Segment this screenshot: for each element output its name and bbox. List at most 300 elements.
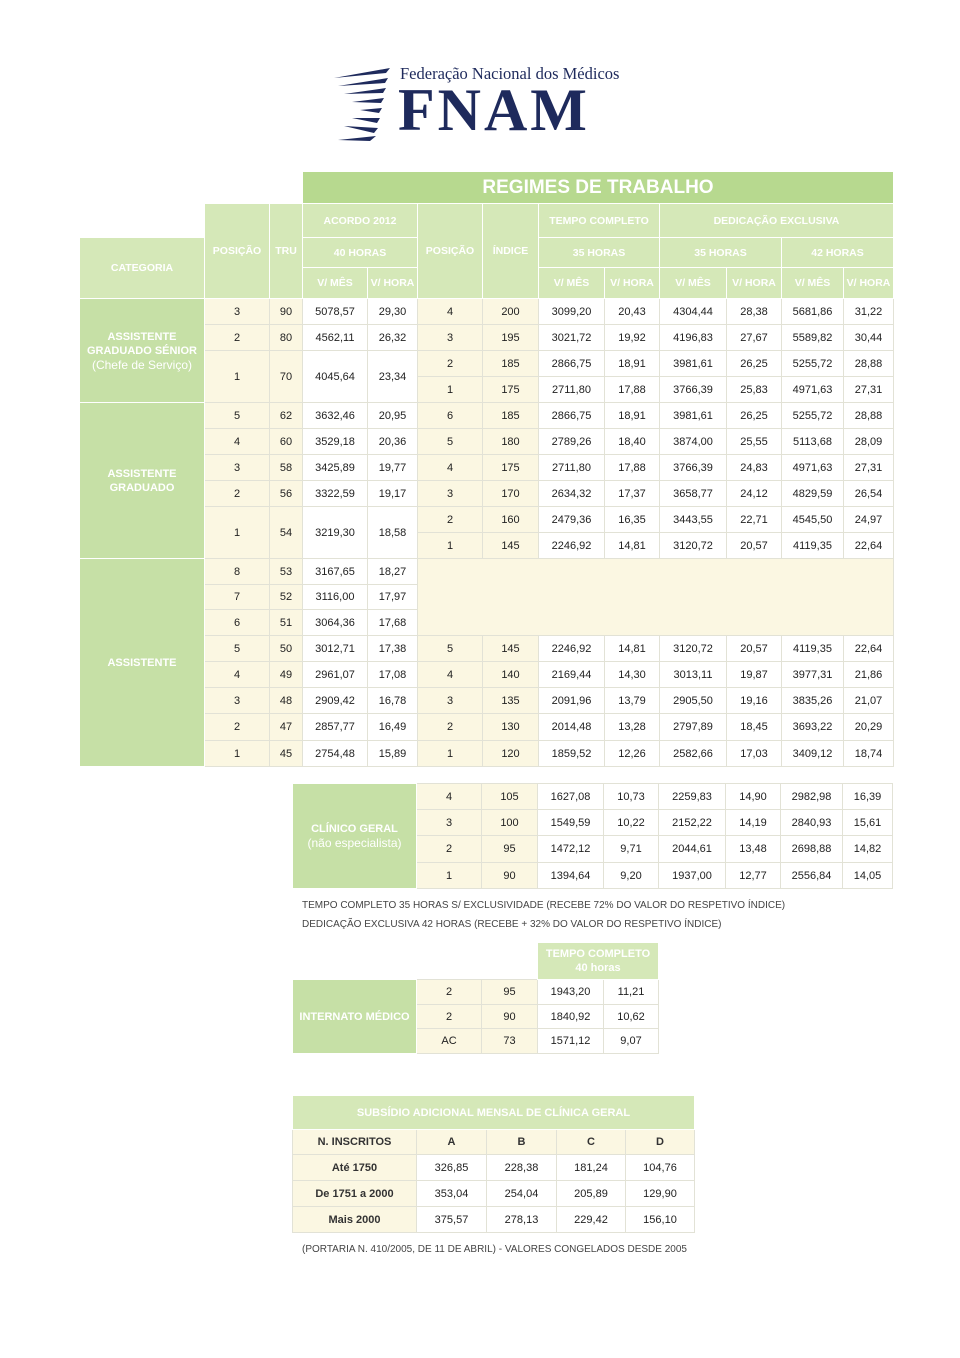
table-cell: 10,62 — [604, 1005, 659, 1029]
de35-v-mes-cell: 3658,77 — [660, 481, 727, 507]
table-row — [293, 784, 893, 810]
posicao-cell: 2 — [205, 481, 270, 507]
header-categoria: CATEGORIA — [80, 238, 205, 299]
indice-cell: 195 — [483, 325, 539, 351]
subsidio-table — [292, 1095, 695, 1233]
posicao-cell: 6 — [205, 610, 270, 636]
table-cell: 9,71 — [604, 836, 659, 863]
header-tru: TRU — [270, 204, 303, 299]
table-cell: 14,90 — [726, 784, 781, 810]
tru-cell: 45 — [270, 741, 303, 767]
de42-v-hora-cell: 28,09 — [844, 429, 894, 455]
de35-v-mes-cell: 3981,61 — [660, 403, 727, 429]
table-cell: 3 — [417, 810, 482, 836]
tc35-v-mes-cell: 2711,80 — [539, 377, 605, 403]
table-cell: 2 — [417, 980, 482, 1005]
de35-v-hora-cell: 20,57 — [727, 533, 782, 559]
de42-v-mes-cell: 5589,82 — [782, 325, 844, 351]
tc35-v-hora-cell: 17,88 — [605, 377, 660, 403]
v-hora-cell: 17,08 — [368, 662, 418, 688]
de35-v-hora-cell: 25,83 — [727, 377, 782, 403]
v-mes-cell: 4045,64 — [303, 351, 368, 403]
column-header: D — [626, 1130, 695, 1155]
table-cell: 229,42 — [557, 1207, 626, 1233]
table-cell: 2556,84 — [781, 863, 843, 889]
internato-table — [292, 942, 659, 1054]
tc35-v-mes-cell: 1859,52 — [539, 741, 605, 767]
posicao-cell: 2 — [205, 325, 270, 351]
header-vhora: V/ HORA — [844, 268, 894, 299]
v-mes-cell: 3219,30 — [303, 507, 368, 559]
v-hora-cell: 20,36 — [368, 429, 418, 455]
logo-subtitle: Federação Nacional dos Médicos — [400, 64, 620, 83]
category-grad — [80, 403, 205, 559]
category-internato: INTERNATO MÉDICO — [293, 980, 417, 1054]
table-cell: 1840,92 — [538, 1005, 604, 1029]
table-title: REGIMES DE TRABALHO — [303, 172, 894, 204]
header-vmes: V/ MÊS — [303, 268, 368, 299]
de35-v-mes-cell: 3120,72 — [660, 636, 727, 662]
tru-cell: 47 — [270, 714, 303, 741]
posicao-cell: 4 — [418, 662, 483, 688]
tru-cell: 60 — [270, 429, 303, 455]
row-label: Até 1750 — [293, 1155, 417, 1181]
table-cell: 278,13 — [487, 1207, 557, 1233]
posicao-cell: 1 — [205, 741, 270, 767]
column-header: N. INSCRITOS — [293, 1130, 417, 1155]
posicao-cell: 1 — [418, 377, 483, 403]
table-cell: 73 — [482, 1029, 538, 1054]
table-row — [293, 1207, 695, 1233]
indice-cell: 185 — [483, 403, 539, 429]
clinico-geral-table — [292, 783, 893, 889]
de42-v-mes-cell: 4119,35 — [782, 636, 844, 662]
tc35-v-hora-cell: 12,26 — [605, 741, 660, 767]
de35-v-hora-cell: 26,25 — [727, 351, 782, 377]
tru-cell: 50 — [270, 636, 303, 662]
posicao-cell: 4 — [205, 662, 270, 688]
de42-v-mes-cell: 4119,35 — [782, 533, 844, 559]
indice-cell: 200 — [483, 299, 539, 325]
de35-v-hora-cell: 24,83 — [727, 455, 782, 481]
header-vmes: V/ MÊS — [660, 268, 727, 299]
header-posicao-2: POSIÇÃO — [418, 204, 483, 299]
table-cell: 1943,20 — [538, 980, 604, 1005]
tc35-v-hora-cell: 20,43 — [605, 299, 660, 325]
header-35-horas-tc: 35 HORAS — [539, 238, 660, 268]
de42-v-hora-cell: 24,97 — [844, 507, 894, 533]
notes — [302, 896, 785, 934]
v-mes-cell: 3322,59 — [303, 481, 368, 507]
de42-v-hora-cell: 27,31 — [844, 455, 894, 481]
posicao-cell: 6 — [418, 403, 483, 429]
table-cell: 228,38 — [487, 1155, 557, 1181]
tc35-v-mes-cell: 2866,75 — [539, 351, 605, 377]
v-hora-cell: 23,34 — [368, 351, 418, 403]
footnote: (PORTARIA N. 410/2005, DE 11 DE ABRIL) - VALORES CONGELADOS DESDE 2005 — [302, 1244, 687, 1255]
tc35-v-mes-cell: 2246,92 — [539, 636, 605, 662]
indice-cell: 145 — [483, 533, 539, 559]
header-vhora: V/ HORA — [727, 268, 782, 299]
tc35-v-mes-cell: 2169,44 — [539, 662, 605, 688]
v-hora-cell: 19,17 — [368, 481, 418, 507]
de42-v-hora-cell: 26,54 — [844, 481, 894, 507]
posicao-cell: 5 — [205, 636, 270, 662]
de35-v-hora-cell: 27,67 — [727, 325, 782, 351]
v-hora-cell: 17,38 — [368, 636, 418, 662]
table-cell: 2982,98 — [781, 784, 843, 810]
tc35-v-mes-cell: 3099,20 — [539, 299, 605, 325]
de42-v-mes-cell: 4545,50 — [782, 507, 844, 533]
de35-v-mes-cell: 3981,61 — [660, 351, 727, 377]
table-cell: 90 — [482, 1005, 538, 1029]
v-mes-cell: 3167,65 — [303, 559, 368, 585]
category-clinico-geral — [293, 784, 417, 889]
tru-cell: 58 — [270, 455, 303, 481]
de35-v-hora-cell: 19,16 — [727, 688, 782, 714]
table-row — [80, 559, 894, 585]
category-label: GRADUADO — [109, 481, 175, 494]
empty-cell — [418, 559, 894, 636]
tc35-v-mes-cell: 2634,32 — [539, 481, 605, 507]
table-cell: 2 — [417, 1005, 482, 1029]
table-row — [293, 980, 659, 1005]
de35-v-mes-cell: 2905,50 — [660, 688, 727, 714]
table-cell: 2 — [417, 836, 482, 863]
posicao-cell: 4 — [418, 455, 483, 481]
v-hora-cell: 15,89 — [368, 741, 418, 767]
table-cell: 14,82 — [843, 836, 893, 863]
v-mes-cell: 2909,42 — [303, 688, 368, 714]
posicao-cell: 3 — [205, 299, 270, 325]
de35-v-mes-cell: 3120,72 — [660, 533, 727, 559]
table-cell: 1627,08 — [538, 784, 604, 810]
de42-v-hora-cell: 21,86 — [844, 662, 894, 688]
de42-v-hora-cell: 22,64 — [844, 636, 894, 662]
v-hora-cell: 18,27 — [368, 559, 418, 585]
de35-v-hora-cell: 20,57 — [727, 636, 782, 662]
tc35-v-hora-cell: 17,37 — [605, 481, 660, 507]
v-mes-cell: 2961,07 — [303, 662, 368, 688]
de35-v-mes-cell: 2582,66 — [660, 741, 727, 767]
header-vhora: V/ HORA — [368, 268, 418, 299]
posicao-cell: 2 — [418, 351, 483, 377]
table-cell: 2152,22 — [659, 810, 726, 836]
de42-v-mes-cell: 5255,72 — [782, 403, 844, 429]
tc35-v-mes-cell: 2789,26 — [539, 429, 605, 455]
de35-v-hora-cell: 26,25 — [727, 403, 782, 429]
table-cell: 1394,64 — [538, 863, 604, 889]
tc35-v-mes-cell: 2866,75 — [539, 403, 605, 429]
de35-v-mes-cell: 3874,00 — [660, 429, 727, 455]
header-vmes: V/ MÊS — [539, 268, 605, 299]
posicao-cell: 1 — [418, 741, 483, 767]
v-hora-cell: 17,97 — [368, 585, 418, 610]
table-cell: 9,07 — [604, 1029, 659, 1054]
category-label: CLÍNICO GERAL — [311, 823, 398, 835]
de35-v-hora-cell: 22,71 — [727, 507, 782, 533]
table-cell: 353,04 — [417, 1181, 487, 1207]
indice-cell: 160 — [483, 507, 539, 533]
table-cell: 1472,12 — [538, 836, 604, 863]
table-row — [80, 403, 894, 429]
posicao-cell: 3 — [418, 481, 483, 507]
header-indice: ÍNDICE — [483, 204, 539, 299]
table-cell: 95 — [482, 980, 538, 1005]
table-cell: 13,48 — [726, 836, 781, 863]
category-label: (não especialista) — [307, 836, 402, 850]
posicao-cell: 3 — [205, 455, 270, 481]
tru-cell: 70 — [270, 351, 303, 403]
table-cell: 90 — [482, 863, 538, 889]
posicao-cell: 7 — [205, 585, 270, 610]
tc35-v-hora-cell: 17,88 — [605, 455, 660, 481]
regimes-table — [79, 171, 894, 767]
de35-v-mes-cell: 2797,89 — [660, 714, 727, 741]
de42-v-hora-cell: 20,29 — [844, 714, 894, 741]
tc35-v-hora-cell: 14,81 — [605, 636, 660, 662]
table-row — [293, 1181, 695, 1207]
table-header-row — [293, 1130, 695, 1155]
table-cell: 100 — [482, 810, 538, 836]
tc35-v-mes-cell: 2479,36 — [539, 507, 605, 533]
de42-v-hora-cell: 18,74 — [844, 741, 894, 767]
header-40-horas: 40 HORAS — [303, 238, 418, 268]
table-cell: 105 — [482, 784, 538, 810]
indice-cell: 145 — [483, 636, 539, 662]
table-cell: 9,20 — [604, 863, 659, 889]
posicao-cell: 1 — [205, 351, 270, 403]
table-cell: 10,22 — [604, 810, 659, 836]
v-mes-cell: 2754,48 — [303, 741, 368, 767]
header-line: TEMPO COMPLETO — [545, 948, 651, 960]
header-dedicacao: DEDICAÇÃO EXCLUSIVA — [660, 204, 894, 238]
de35-v-hora-cell: 17,03 — [727, 741, 782, 767]
tru-cell: 56 — [270, 481, 303, 507]
posicao-cell: 1 — [205, 507, 270, 559]
de42-v-hora-cell: 30,44 — [844, 325, 894, 351]
table-cell: 11,21 — [604, 980, 659, 1005]
de35-v-hora-cell: 28,38 — [727, 299, 782, 325]
indice-cell: 180 — [483, 429, 539, 455]
table-cell: 104,76 — [626, 1155, 695, 1181]
header-line: 40 horas — [575, 962, 621, 974]
posicao-cell: 2 — [418, 714, 483, 741]
de35-v-hora-cell: 25,55 — [727, 429, 782, 455]
column-header: B — [487, 1130, 557, 1155]
header-vmes: V/ MÊS — [782, 268, 844, 299]
table-cell: 2840,93 — [781, 810, 843, 836]
de42-v-mes-cell: 4971,63 — [782, 455, 844, 481]
v-hora-cell: 19,77 — [368, 455, 418, 481]
table-cell: 10,73 — [604, 784, 659, 810]
v-mes-cell: 3116,00 — [303, 585, 368, 610]
tru-cell: 53 — [270, 559, 303, 585]
header-35-horas-de: 35 HORAS — [660, 238, 782, 268]
category-label: ASSISTENTE — [107, 467, 177, 480]
category-label: ASSISTENTE — [107, 330, 177, 343]
table-cell: 15,61 — [843, 810, 893, 836]
tc35-v-mes-cell: 2711,80 — [539, 455, 605, 481]
posicao-cell: 5 — [418, 636, 483, 662]
table-cell: 95 — [482, 836, 538, 863]
de35-v-mes-cell: 4196,83 — [660, 325, 727, 351]
v-hora-cell: 16,49 — [368, 714, 418, 741]
indice-cell: 140 — [483, 662, 539, 688]
indice-cell: 185 — [483, 351, 539, 377]
table-cell: 16,39 — [843, 784, 893, 810]
subsidio-title: SUBSÍDIO ADICIONAL MENSAL DE CLÍNICA GERAL — [293, 1096, 695, 1130]
tc35-v-hora-cell: 19,92 — [605, 325, 660, 351]
header-posicao: POSIÇÃO — [205, 204, 270, 299]
header-tempo-completo-40 — [538, 943, 659, 980]
tc35-v-hora-cell: 18,40 — [605, 429, 660, 455]
tru-cell: 49 — [270, 662, 303, 688]
posicao-cell: 4 — [418, 299, 483, 325]
v-hora-cell: 17,68 — [368, 610, 418, 636]
table-cell: 181,24 — [557, 1155, 626, 1181]
posicao-cell: 3 — [418, 325, 483, 351]
v-hora-cell: 29,30 — [368, 299, 418, 325]
de42-v-mes-cell: 5113,68 — [782, 429, 844, 455]
tc35-v-hora-cell: 18,91 — [605, 403, 660, 429]
table-cell: 1937,00 — [659, 863, 726, 889]
v-mes-cell: 3529,18 — [303, 429, 368, 455]
indice-cell: 120 — [483, 741, 539, 767]
de35-v-mes-cell: 3443,55 — [660, 507, 727, 533]
row-label: Mais 2000 — [293, 1207, 417, 1233]
v-mes-cell: 4562,11 — [303, 325, 368, 351]
swoosh-logo-icon — [334, 68, 390, 141]
tc35-v-hora-cell: 13,28 — [605, 714, 660, 741]
v-mes-cell: 2857,77 — [303, 714, 368, 741]
table-row — [293, 1155, 695, 1181]
logo-name: FNAM — [398, 77, 590, 143]
column-header: C — [557, 1130, 626, 1155]
header-tempo-completo: TEMPO COMPLETO — [539, 204, 660, 238]
table-cell: 375,57 — [417, 1207, 487, 1233]
table-cell: 1571,12 — [538, 1029, 604, 1054]
de42-v-hora-cell: 28,88 — [844, 351, 894, 377]
v-hora-cell: 26,32 — [368, 325, 418, 351]
indice-cell: 175 — [483, 455, 539, 481]
tru-cell: 52 — [270, 585, 303, 610]
tru-cell: 51 — [270, 610, 303, 636]
row-label: De 1751 a 2000 — [293, 1181, 417, 1207]
de35-v-mes-cell: 3766,39 — [660, 377, 727, 403]
table-row — [80, 299, 894, 325]
de42-v-mes-cell: 3409,12 — [782, 741, 844, 767]
de35-v-mes-cell: 3013,11 — [660, 662, 727, 688]
table-cell: 2044,61 — [659, 836, 726, 863]
table-cell: 2259,83 — [659, 784, 726, 810]
table-cell: 326,85 — [417, 1155, 487, 1181]
de35-v-mes-cell: 3766,39 — [660, 455, 727, 481]
category-label: GRADUADO SÉNIOR — [86, 344, 197, 357]
table-cell: 12,77 — [726, 863, 781, 889]
posicao-cell: 1 — [418, 533, 483, 559]
note-line: TEMPO COMPLETO 35 HORAS S/ EXCLUSIVIDADE (RECEBE 72% DO VALOR DO RESPETIVO ÍNDICE) — [302, 900, 786, 911]
v-hora-cell: 16,78 — [368, 688, 418, 714]
de42-v-mes-cell: 4971,63 — [782, 377, 844, 403]
indice-cell: 135 — [483, 688, 539, 714]
de42-v-hora-cell: 27,31 — [844, 377, 894, 403]
de35-v-mes-cell: 4304,44 — [660, 299, 727, 325]
posicao-cell: 5 — [205, 403, 270, 429]
de42-v-mes-cell: 4829,59 — [782, 481, 844, 507]
category-label: (Chefe de Serviço) — [91, 357, 193, 372]
indice-cell: 130 — [483, 714, 539, 741]
table-cell: 14,05 — [843, 863, 893, 889]
posicao-cell: 2 — [205, 714, 270, 741]
posicao-cell: 4 — [205, 429, 270, 455]
table-cell: 2698,88 — [781, 836, 843, 863]
de42-v-mes-cell: 3977,31 — [782, 662, 844, 688]
v-mes-cell: 3632,46 — [303, 403, 368, 429]
table-cell: 205,89 — [557, 1181, 626, 1207]
posicao-cell: 2 — [418, 507, 483, 533]
tc35-v-mes-cell: 3021,72 — [539, 325, 605, 351]
v-mes-cell: 5078,57 — [303, 299, 368, 325]
de42-v-mes-cell: 3693,22 — [782, 714, 844, 741]
de35-v-hora-cell: 24,12 — [727, 481, 782, 507]
v-mes-cell: 3012,71 — [303, 636, 368, 662]
de42-v-hora-cell: 21,07 — [844, 688, 894, 714]
tru-cell: 90 — [270, 299, 303, 325]
de42-v-mes-cell: 5681,86 — [782, 299, 844, 325]
header-42-horas: 42 HORAS — [782, 238, 894, 268]
tc35-v-hora-cell: 14,81 — [605, 533, 660, 559]
note-line: DEDICAÇÃO EXCLUSIVA 42 HORAS (RECEBE + 32% DO VALOR DO RESPETIVO ÍNDICE) — [302, 919, 722, 930]
category-assist: ASSISTENTE — [80, 559, 205, 767]
table-cell: AC — [417, 1029, 482, 1054]
category-sen — [80, 299, 205, 403]
tc35-v-hora-cell: 14,30 — [605, 662, 660, 688]
de42-v-mes-cell: 5255,72 — [782, 351, 844, 377]
table-cell: 254,04 — [487, 1181, 557, 1207]
posicao-cell: 8 — [205, 559, 270, 585]
v-hora-cell: 18,58 — [368, 507, 418, 559]
table-cell: 1549,59 — [538, 810, 604, 836]
tru-cell: 80 — [270, 325, 303, 351]
de35-v-hora-cell: 19,87 — [727, 662, 782, 688]
table-cell: 156,10 — [626, 1207, 695, 1233]
tru-cell: 48 — [270, 688, 303, 714]
de42-v-hora-cell: 22,64 — [844, 533, 894, 559]
v-hora-cell: 20,95 — [368, 403, 418, 429]
column-header: A — [417, 1130, 487, 1155]
tru-cell: 54 — [270, 507, 303, 559]
header-vhora: V/ HORA — [605, 268, 660, 299]
v-mes-cell: 3064,36 — [303, 610, 368, 636]
tc35-v-mes-cell: 2091,96 — [539, 688, 605, 714]
header-acordo: ACORDO 2012 — [303, 204, 418, 238]
table-cell: 1 — [417, 863, 482, 889]
tc35-v-hora-cell: 18,91 — [605, 351, 660, 377]
tc35-v-mes-cell: 2246,92 — [539, 533, 605, 559]
de42-v-hora-cell: 31,22 — [844, 299, 894, 325]
posicao-cell: 3 — [418, 688, 483, 714]
de42-v-hora-cell: 28,88 — [844, 403, 894, 429]
de42-v-mes-cell: 3835,26 — [782, 688, 844, 714]
tc35-v-hora-cell: 13,79 — [605, 688, 660, 714]
table-cell: 129,90 — [626, 1181, 695, 1207]
indice-cell: 170 — [483, 481, 539, 507]
de35-v-hora-cell: 18,45 — [727, 714, 782, 741]
tru-cell: 62 — [270, 403, 303, 429]
indice-cell: 175 — [483, 377, 539, 403]
posicao-cell: 5 — [418, 429, 483, 455]
